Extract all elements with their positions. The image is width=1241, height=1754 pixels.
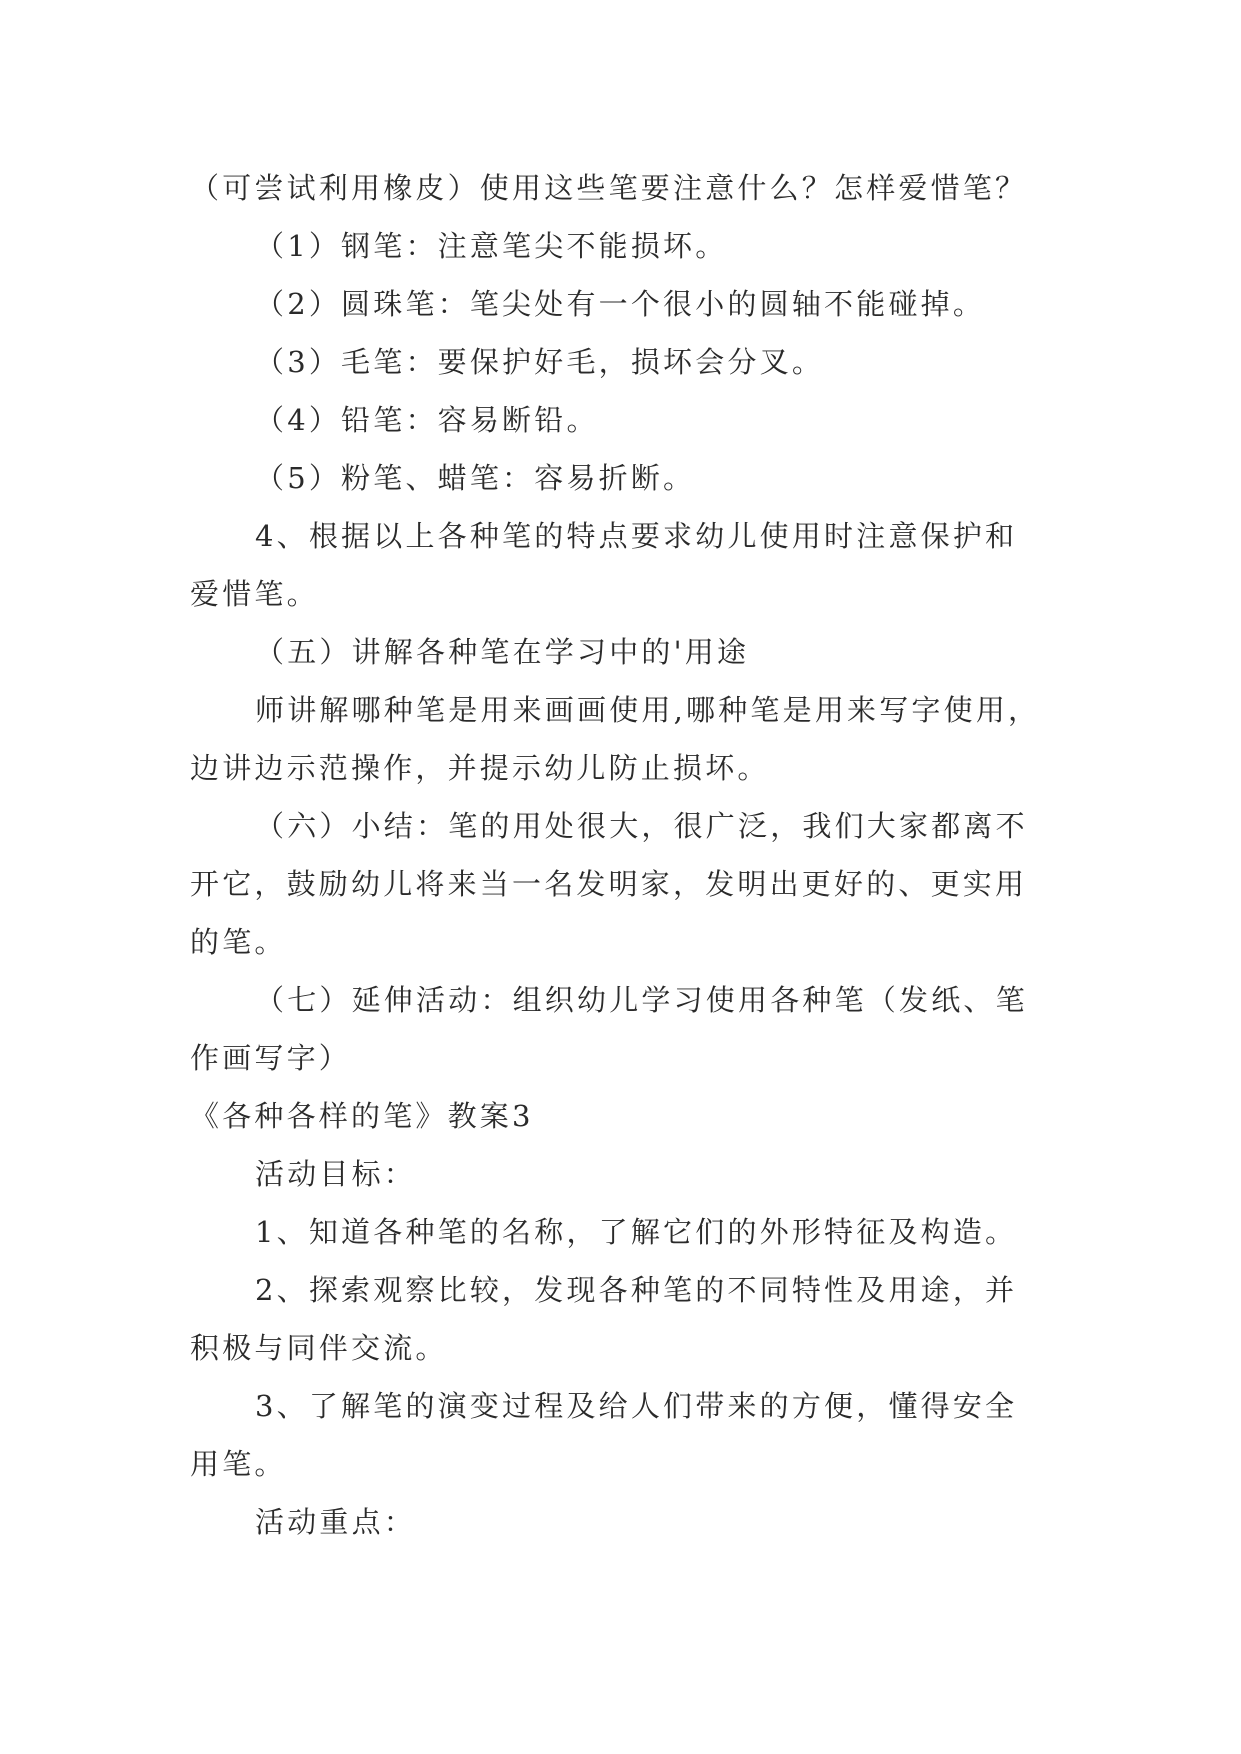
list-item: 1、知道各种笔的名称，了解它们的外形特征及构造。 [255, 1215, 1018, 1249]
paragraph-line: 开它，鼓励幼儿将来当一名发明家，发明出更好的、更实用 [190, 867, 1028, 901]
document-title: 《各种各样的笔》教案3 [190, 1099, 534, 1133]
list-item: （4）铅笔：容易断铅。 [255, 403, 599, 437]
list-item: （1）钢笔：注意笔尖不能损坏。 [255, 229, 728, 263]
paragraph-line: （可尝试利用橡皮）使用这些笔要注意什么？怎样爱惜笔？ [190, 171, 1028, 205]
paragraph-line: 师讲解哪种笔是用来画画使用,哪种笔是用来写字使用， [255, 693, 1041, 727]
list-item: 3、了解笔的演变过程及给人们带来的方便，懂得安全 [255, 1389, 1018, 1423]
paragraph-line: 积极与同伴交流。 [190, 1331, 448, 1365]
section-heading: （五）讲解各种笔在学习中的'用途 [255, 635, 750, 669]
paragraph-line: （六）小结：笔的用处很大，很广泛，我们大家都离不 [255, 809, 1028, 843]
paragraph-line: 4、根据以上各种笔的特点要求幼儿使用时注意保护和 [255, 519, 1018, 553]
paragraph-line: 的笔。 [190, 925, 287, 959]
list-item: 2、探索观察比较，发现各种笔的不同特性及用途，并 [255, 1273, 1018, 1307]
paragraph-line: 作画写字） [190, 1041, 352, 1075]
section-heading: 活动重点： [255, 1505, 417, 1539]
list-item: （3）毛笔：要保护好毛，损坏会分叉。 [255, 345, 825, 379]
paragraph-line: 边讲边示范操作，并提示幼儿防止损坏。 [190, 751, 770, 785]
paragraph-line: （七）延伸活动：组织幼儿学习使用各种笔（发纸、笔 [255, 983, 1028, 1017]
list-item: （5）粉笔、蜡笔：容易折断。 [255, 461, 696, 495]
section-heading: 活动目标： [255, 1157, 417, 1191]
list-item: （2）圆珠笔：笔尖处有一个很小的圆轴不能碰掉。 [255, 287, 986, 321]
paragraph-line: 用笔。 [190, 1447, 287, 1481]
paragraph-line: 爱惜笔。 [190, 577, 319, 611]
